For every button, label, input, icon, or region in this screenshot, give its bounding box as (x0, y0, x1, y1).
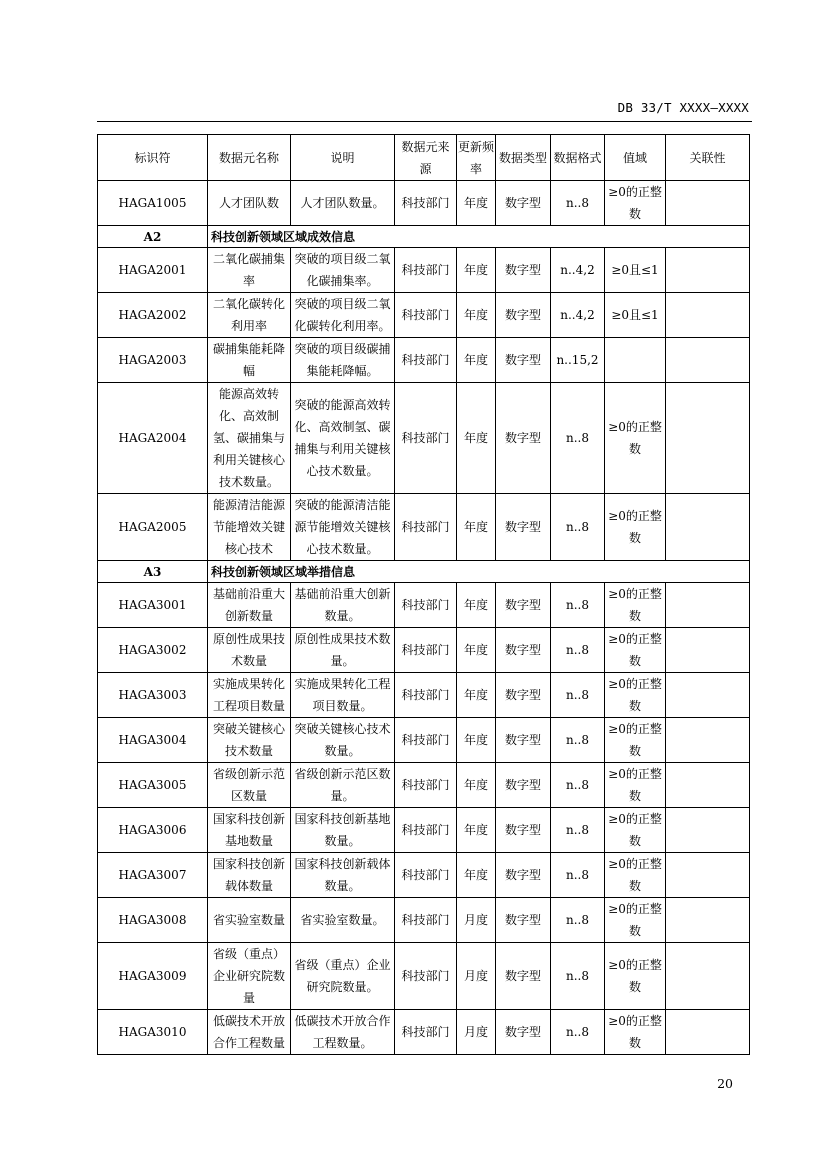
identifier-cell: HAGA3003 (98, 673, 208, 718)
frequency-cell: 年度 (457, 853, 496, 898)
data-type-cell: 数字型 (496, 248, 551, 293)
format-cell: n..15,2 (551, 338, 605, 383)
data-type-cell: 数字型 (496, 338, 551, 383)
identifier-cell: HAGA2003 (98, 338, 208, 383)
description-cell: 突破的项目级碳捕集能耗降幅。 (291, 338, 395, 383)
table-row (98, 628, 750, 673)
value-range-cell: ≥0的正整数 (605, 898, 666, 943)
element-name-cell: 二氧化碳捕集率 (208, 248, 291, 293)
source-cell: 科技部门 (395, 628, 457, 673)
table-row (98, 673, 750, 718)
frequency-cell: 年度 (457, 383, 496, 494)
identifier-cell: HAGA3009 (98, 943, 208, 1010)
col-header-frequency: 更新频率 (457, 135, 496, 181)
col-header-description: 说明 (291, 135, 395, 181)
frequency-cell: 年度 (457, 494, 496, 561)
relation-cell (666, 383, 750, 494)
format-cell: n..8 (551, 808, 605, 853)
description-cell: 突破的项目级二氧化碳转化利用率。 (291, 293, 395, 338)
description-cell: 突破的能源高效转化、高效制氢、碳捕集与利用关键核心技术数量。 (291, 383, 395, 494)
table-row (98, 1010, 750, 1055)
identifier-cell: HAGA3002 (98, 628, 208, 673)
data-type-cell: 数字型 (496, 628, 551, 673)
element-name-cell: 省实验室数量 (208, 898, 291, 943)
identifier-cell: HAGA2004 (98, 383, 208, 494)
frequency-cell: 月度 (457, 943, 496, 1010)
format-cell: n..8 (551, 181, 605, 226)
identifier-cell: HAGA2001 (98, 248, 208, 293)
section-title: 科技创新领域区域成效信息 (208, 226, 750, 248)
data-type-cell: 数字型 (496, 583, 551, 628)
value-range-cell: ≥0的正整数 (605, 808, 666, 853)
frequency-cell: 年度 (457, 583, 496, 628)
element-name-cell: 二氧化碳转化利用率 (208, 293, 291, 338)
table-row (98, 808, 750, 853)
page-number: 20 (717, 1076, 733, 1091)
identifier-cell: HAGA1005 (98, 181, 208, 226)
data-type-cell: 数字型 (496, 808, 551, 853)
value-range-cell: ≥0的正整数 (605, 628, 666, 673)
format-cell: n..8 (551, 583, 605, 628)
element-name-cell: 低碳技术开放合作工程数量 (208, 1010, 291, 1055)
source-cell: 科技部门 (395, 583, 457, 628)
table-body (98, 181, 750, 1055)
description-cell: 突破的能源清洁能源节能增效关键核心技术数量。 (291, 494, 395, 561)
col-header-format: 数据格式 (551, 135, 605, 181)
relation-cell (666, 898, 750, 943)
frequency-cell: 年度 (457, 673, 496, 718)
data-type-cell: 数字型 (496, 853, 551, 898)
relation-cell (666, 293, 750, 338)
data-type-cell: 数字型 (496, 494, 551, 561)
value-range-cell: ≥0的正整数 (605, 763, 666, 808)
col-header-data-type: 数据类型 (496, 135, 551, 181)
description-cell: 省级（重点）企业研究院数量。 (291, 943, 395, 1010)
frequency-cell: 月度 (457, 1010, 496, 1055)
table-row (98, 718, 750, 763)
description-cell: 基础前沿重大创新数量。 (291, 583, 395, 628)
description-cell: 国家科技创新基地数量。 (291, 808, 395, 853)
source-cell: 科技部门 (395, 718, 457, 763)
format-cell: n..4,2 (551, 293, 605, 338)
description-cell: 原创性成果技术数量。 (291, 628, 395, 673)
description-cell: 国家科技创新载体数量。 (291, 853, 395, 898)
table-row (98, 898, 750, 943)
element-name-cell: 原创性成果技术数量 (208, 628, 291, 673)
relation-cell (666, 494, 750, 561)
section-row (98, 561, 750, 583)
col-header-element-name: 数据元名称 (208, 135, 291, 181)
relation-cell (666, 248, 750, 293)
table-header-row (98, 135, 750, 181)
relation-cell (666, 628, 750, 673)
table-row (98, 181, 750, 226)
table-row (98, 583, 750, 628)
format-cell: n..4,2 (551, 248, 605, 293)
description-cell: 低碳技术开放合作工程数量。 (291, 1010, 395, 1055)
col-header-source: 数据元来源 (395, 135, 457, 181)
value-range-cell: ≥0的正整数 (605, 181, 666, 226)
frequency-cell: 年度 (457, 248, 496, 293)
identifier-cell: HAGA3006 (98, 808, 208, 853)
element-name-cell: 碳捕集能耗降幅 (208, 338, 291, 383)
value-range-cell: ≥0的正整数 (605, 718, 666, 763)
element-name-cell: 能源清洁能源节能增效关键核心技术 (208, 494, 291, 561)
data-type-cell: 数字型 (496, 383, 551, 494)
col-header-relation: 关联性 (666, 135, 750, 181)
document-code: DB 33/T XXXX—XXXX (617, 100, 749, 115)
relation-cell (666, 673, 750, 718)
value-range-cell: ≥0的正整数 (605, 494, 666, 561)
description-cell: 省实验室数量。 (291, 898, 395, 943)
data-type-cell: 数字型 (496, 293, 551, 338)
relation-cell (666, 718, 750, 763)
data-type-cell: 数字型 (496, 943, 551, 1010)
format-cell: n..8 (551, 673, 605, 718)
element-name-cell: 国家科技创新基地数量 (208, 808, 291, 853)
source-cell: 科技部门 (395, 338, 457, 383)
identifier-cell: HAGA3007 (98, 853, 208, 898)
format-cell: n..8 (551, 494, 605, 561)
description-cell: 突破的项目级二氧化碳捕集率。 (291, 248, 395, 293)
relation-cell (666, 181, 750, 226)
source-cell: 科技部门 (395, 898, 457, 943)
frequency-cell: 年度 (457, 628, 496, 673)
format-cell: n..8 (551, 628, 605, 673)
section-code: A2 (98, 226, 208, 248)
source-cell: 科技部门 (395, 943, 457, 1010)
value-range-cell: ≥0的正整数 (605, 583, 666, 628)
data-element-table (97, 134, 750, 1055)
format-cell: n..8 (551, 383, 605, 494)
element-name-cell: 人才团队数 (208, 181, 291, 226)
source-cell: 科技部门 (395, 293, 457, 338)
col-header-value-range: 值域 (605, 135, 666, 181)
frequency-cell: 年度 (457, 763, 496, 808)
col-header-identifier: 标识符 (98, 135, 208, 181)
identifier-cell: HAGA3004 (98, 718, 208, 763)
source-cell: 科技部门 (395, 383, 457, 494)
format-cell: n..8 (551, 853, 605, 898)
value-range-cell: ≥0的正整数 (605, 673, 666, 718)
frequency-cell: 年度 (457, 181, 496, 226)
description-cell: 省级创新示范区数量。 (291, 763, 395, 808)
table-row (98, 383, 750, 494)
frequency-cell: 月度 (457, 898, 496, 943)
source-cell: 科技部门 (395, 853, 457, 898)
description-cell: 突破关键核心技术数量。 (291, 718, 395, 763)
relation-cell (666, 583, 750, 628)
table-row (98, 853, 750, 898)
description-cell: 人才团队数量。 (291, 181, 395, 226)
identifier-cell: HAGA3001 (98, 583, 208, 628)
table-row (98, 494, 750, 561)
data-type-cell: 数字型 (496, 898, 551, 943)
table-row (98, 338, 750, 383)
relation-cell (666, 808, 750, 853)
source-cell: 科技部门 (395, 248, 457, 293)
frequency-cell: 年度 (457, 293, 496, 338)
table-row (98, 293, 750, 338)
source-cell: 科技部门 (395, 808, 457, 853)
section-title: 科技创新领域区域举措信息 (208, 561, 750, 583)
source-cell: 科技部门 (395, 181, 457, 226)
format-cell: n..8 (551, 943, 605, 1010)
frequency-cell: 年度 (457, 338, 496, 383)
format-cell: n..8 (551, 718, 605, 763)
source-cell: 科技部门 (395, 673, 457, 718)
data-type-cell: 数字型 (496, 1010, 551, 1055)
data-type-cell: 数字型 (496, 763, 551, 808)
element-name-cell: 基础前沿重大创新数量 (208, 583, 291, 628)
frequency-cell: 年度 (457, 718, 496, 763)
identifier-cell: HAGA3008 (98, 898, 208, 943)
value-range-cell: ≥0的正整数 (605, 943, 666, 1010)
relation-cell (666, 943, 750, 1010)
element-name-cell: 省级创新示范区数量 (208, 763, 291, 808)
relation-cell (666, 338, 750, 383)
element-name-cell: 突破关键核心技术数量 (208, 718, 291, 763)
identifier-cell: HAGA3005 (98, 763, 208, 808)
data-type-cell: 数字型 (496, 181, 551, 226)
identifier-cell: HAGA2005 (98, 494, 208, 561)
description-cell: 实施成果转化工程项目数量。 (291, 673, 395, 718)
value-range-cell: ≥0的正整数 (605, 853, 666, 898)
table-row (98, 248, 750, 293)
value-range-cell: ≥0的正整数 (605, 1010, 666, 1055)
section-code: A3 (98, 561, 208, 583)
header-rule (97, 121, 752, 122)
format-cell: n..8 (551, 1010, 605, 1055)
value-range-cell: ≥0且≤1 (605, 248, 666, 293)
format-cell: n..8 (551, 898, 605, 943)
value-range-cell: ≥0且≤1 (605, 293, 666, 338)
source-cell: 科技部门 (395, 763, 457, 808)
data-type-cell: 数字型 (496, 673, 551, 718)
element-name-cell: 能源高效转化、高效制氢、碳捕集与利用关键核心技术数量。 (208, 383, 291, 494)
value-range-cell (605, 338, 666, 383)
element-name-cell: 省级（重点）企业研究院数量 (208, 943, 291, 1010)
source-cell: 科技部门 (395, 1010, 457, 1055)
element-name-cell: 实施成果转化工程项目数量 (208, 673, 291, 718)
element-name-cell: 国家科技创新载体数量 (208, 853, 291, 898)
table-row (98, 763, 750, 808)
value-range-cell: ≥0的正整数 (605, 383, 666, 494)
frequency-cell: 年度 (457, 808, 496, 853)
section-row (98, 226, 750, 248)
source-cell: 科技部门 (395, 494, 457, 561)
identifier-cell: HAGA2002 (98, 293, 208, 338)
relation-cell (666, 853, 750, 898)
relation-cell (666, 763, 750, 808)
table-row (98, 943, 750, 1010)
relation-cell (666, 1010, 750, 1055)
identifier-cell: HAGA3010 (98, 1010, 208, 1055)
data-type-cell: 数字型 (496, 718, 551, 763)
format-cell: n..8 (551, 763, 605, 808)
